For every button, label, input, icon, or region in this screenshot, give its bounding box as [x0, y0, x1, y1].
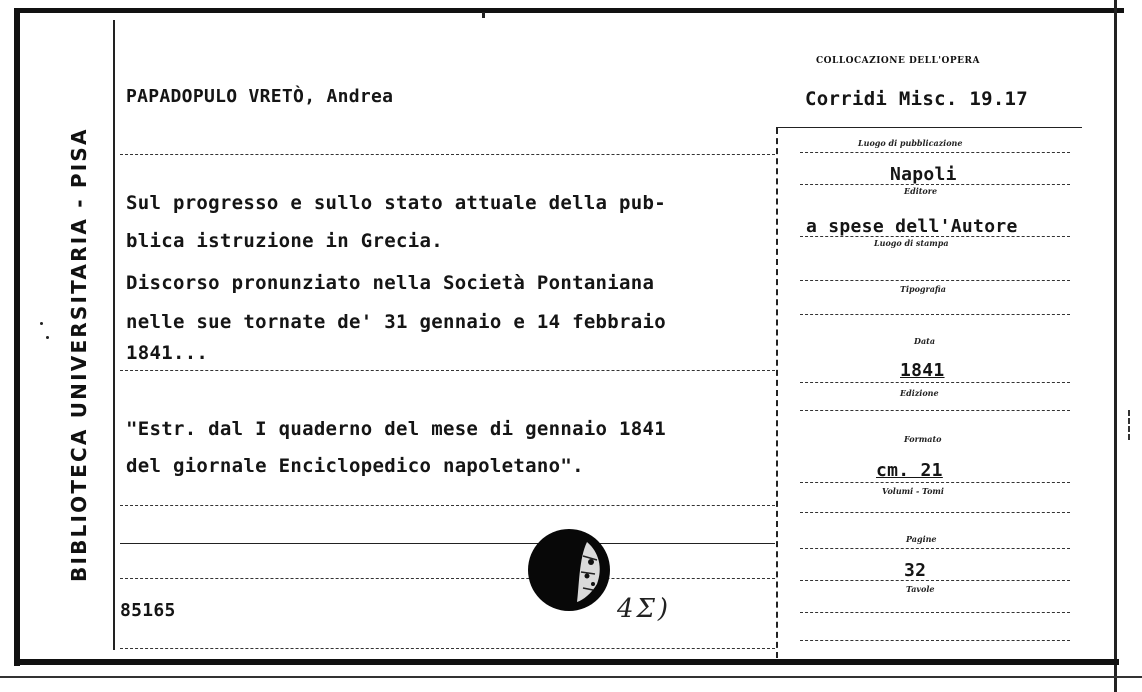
panel-rule: [800, 314, 1070, 315]
field-value-date: 1841: [900, 360, 945, 381]
scan-speck: [46, 336, 49, 339]
panel-rule: [800, 152, 1070, 153]
field-label-print-place: Luogo di stampa: [874, 238, 949, 248]
ruled-line: [120, 370, 775, 371]
handwritten-mark: 4Σ): [617, 594, 672, 624]
field-label-format: Formato: [904, 434, 942, 444]
ruled-line: [120, 578, 775, 579]
panel-rule: [800, 482, 1070, 483]
scan-speck: [1128, 410, 1132, 440]
library-seal-stamp: [527, 528, 611, 612]
inventory-number: 85165: [120, 600, 176, 621]
ruled-line: [120, 648, 775, 649]
scan-speck: [482, 12, 485, 18]
title-line: Discorso pronunziato nella Società Pontaniana: [126, 272, 655, 294]
right-panel-divider: [776, 128, 778, 658]
field-label-place: Luogo di pubblicazione: [858, 138, 963, 148]
panel-rule: [800, 548, 1070, 549]
stamp-column-divider: [113, 20, 115, 650]
title-line: Sul progresso e sullo stato attuale della pub-: [126, 192, 666, 214]
field-value-format: cm. 21: [876, 460, 943, 481]
panel-rule: [800, 410, 1070, 411]
panel-rule: [800, 640, 1070, 641]
title-line: 1841...: [126, 342, 209, 364]
field-label-printer: Tipografia: [900, 284, 946, 294]
field-value-place: Napoli: [890, 164, 957, 185]
field-label-plates: Tavole: [906, 584, 935, 594]
field-label-volumes: Volumi - Tomi: [882, 486, 944, 496]
field-value-pages: 32: [904, 560, 927, 581]
collocation-header: COLLOCAZIONE DELL'OPERA: [816, 56, 980, 66]
note-line: del giornale Enciclopedico napoletano".: [126, 455, 584, 477]
panel-rule: [800, 580, 1070, 581]
panel-rule: [800, 184, 1070, 185]
panel-rule: [800, 280, 1070, 281]
ruled-line: [120, 154, 775, 155]
field-label-edition: Edizione: [900, 388, 939, 398]
panel-rule: [800, 512, 1070, 513]
title-line: blica istruzione in Grecia.: [126, 230, 443, 252]
panel-rule: [800, 236, 1070, 237]
panel-rule: [776, 127, 1082, 128]
field-value-publisher: a spese dell'Autore: [806, 216, 1018, 237]
author-heading: PAPADOPULO VRETÒ, Andrea: [126, 86, 394, 107]
panel-rule: [800, 612, 1070, 613]
field-label-date: Data: [914, 336, 935, 346]
library-stamp: BIBLIOTECA UNIVERSITARIA - PISA: [67, 127, 91, 582]
title-line: nelle sue tornate de' 31 gennaio e 14 febbraio: [126, 311, 666, 333]
shelfmark: Corridi Misc. 19.17: [805, 88, 1029, 110]
note-line: "Estr. dal I quaderno del mese di gennaio 1841: [126, 418, 666, 440]
card-bottom-border: [14, 659, 1119, 665]
card-top-border: [14, 8, 1124, 13]
field-label-publisher: Editore: [904, 186, 938, 196]
card-bottom-shadow: [0, 676, 1142, 678]
field-label-pages: Pagine: [906, 534, 937, 544]
ruled-line: [120, 505, 775, 506]
ruled-line: [120, 543, 775, 544]
card-left-border: [14, 8, 20, 666]
panel-rule: [800, 382, 1070, 383]
card-right-border: [1114, 0, 1117, 692]
scan-speck: [40, 322, 43, 325]
